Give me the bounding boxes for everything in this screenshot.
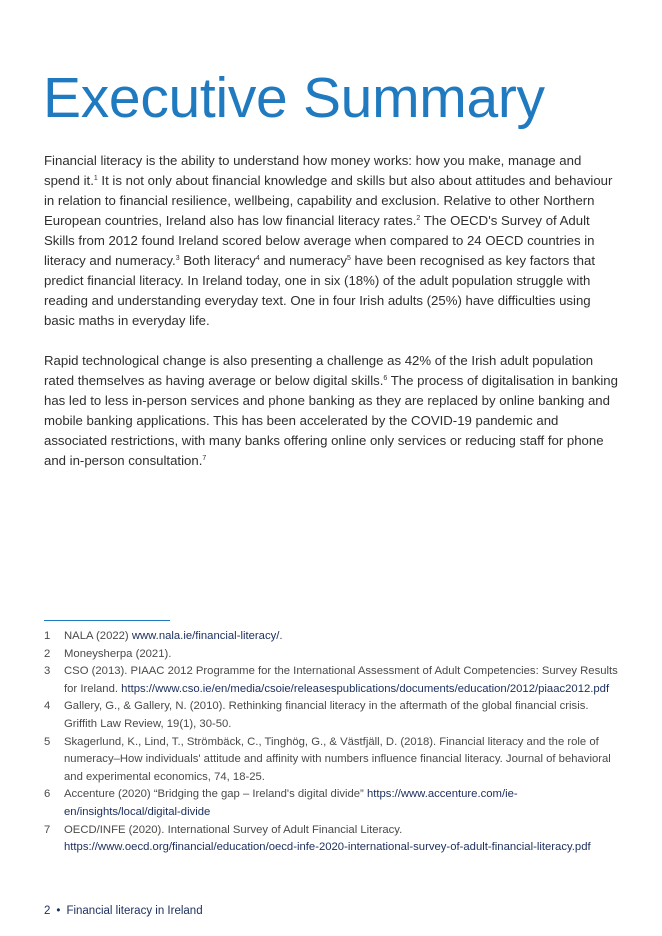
footnote-number: 6 xyxy=(44,788,51,801)
sentence: have been recognised as key factors that predict financial literacy. In Ireland today, one in six (18%) of the adult population struggle with reading and understanding everyday text. One in four Irish adults (25%) have difficulties using basic maths in everyday life. xyxy=(44,253,595,328)
page-number: 2 xyxy=(44,905,51,917)
footnote-text: Accenture (2020) “Bridging the gap – Ireland's digital divide” https://www.accenture.com/ie-en/insights/local/digital-divide xyxy=(64,788,518,818)
footnotes-list xyxy=(44,628,624,857)
footnote-link[interactable]: www.nala.ie/financial-literacy/ xyxy=(131,630,280,642)
footnote-number: 5 xyxy=(44,735,51,748)
footnote-ref[interactable]: 2 xyxy=(416,215,421,222)
footnote-ref[interactable]: 6 xyxy=(383,375,388,382)
footnote-ref[interactable]: 1 xyxy=(93,175,98,182)
footnote xyxy=(44,786,624,821)
footnote-text: Moneysherpa (2021). xyxy=(64,647,172,660)
footnote-number: 7 xyxy=(44,823,51,836)
digital-paragraph xyxy=(44,351,618,471)
footnote xyxy=(44,646,624,664)
page-footer xyxy=(44,905,203,917)
footnote-text: OECD/INFE (2020). International Survey of Adult Financial Literacy. https://www.oecd.org/financial/education/oecd-infe-2020-international-survey-of-adult-financial-literacy.pdf xyxy=(64,823,591,854)
footnote-number: 4 xyxy=(44,700,51,713)
footnote-link[interactable]: https://www.oecd.org/financial/education/oecd-infe-2020-international-survey-of-adult-financial-literacy.pdf xyxy=(64,841,591,854)
sentence: It is not only about financial knowledge and skills but also about attitudes and behaviour in relation to financial resilience, wellbeing, capability and exclusion. Relative to other Northern European countries, Ireland also has low financial literacy rates. xyxy=(44,173,613,228)
page-title: Executive Summary xyxy=(43,66,545,130)
footnote-number: 2 xyxy=(44,647,51,660)
sentence: The OECD's Survey of Adult Skills from 2012 found Ireland scored below average when compared to 24 OECD countries in literacy and numeracy. xyxy=(44,213,595,268)
footnote-text: NALA (2022) www.nala.ie/financial-literacy/. xyxy=(64,630,283,642)
footnote xyxy=(44,628,624,646)
sentence: Rapid technological change is also presenting a challenge as 42% of the Irish adult population rated themselves as having average or below digital skills. xyxy=(44,353,594,388)
footnote-ref[interactable]: 5 xyxy=(346,255,351,262)
footnote-text: Skagerlund, K., Lind, T., Strömbäck, C., Tinghög, G., & Västfjäll, D. (2018). Financial literacy and the role of numeracy–How individuals' attitude and affinity with numbers influence financial literacy. Journal of behavioral and experimental economics, 74, 18-25. xyxy=(64,735,611,783)
intro-paragraph xyxy=(44,151,618,331)
sentence: and numeracy xyxy=(259,253,347,268)
footer-separator: • xyxy=(56,905,61,917)
footnote-number: 3 xyxy=(44,665,51,678)
footnote-ref[interactable]: 7 xyxy=(202,455,207,462)
sentence: The process of digitalisation in banking has led to less in-person services and phone banking as they are replaced by online banking and mobile banking applications. This has been accelerated by the COVID-19 pandemic and associated restrictions, with many banks offering online only services or reducing staff for phone and in-person consultation. xyxy=(44,373,618,468)
footnote-text: Gallery, G., & Gallery, N. (2010). Rethinking financial literacy in the aftermath of the global financial crisis. Griffith Law Review, 19(1), 30-50. xyxy=(64,700,589,730)
footnote xyxy=(44,663,624,698)
footnote-number: 1 xyxy=(44,630,51,642)
footnote-link[interactable]: https://www.accenture.com/ie-en/insights/local/digital-divide xyxy=(64,788,518,818)
footnote xyxy=(44,822,624,857)
sentence: Financial literacy is the ability to understand how money works: how you make, manage and spend it. xyxy=(44,153,582,188)
sentence: Both literacy xyxy=(179,253,256,268)
footnote xyxy=(44,698,624,733)
footnote-divider xyxy=(44,620,170,621)
footnote-ref[interactable]: 3 xyxy=(175,255,180,262)
footnote-ref[interactable]: 4 xyxy=(255,255,260,262)
document-title: Financial literacy in Ireland xyxy=(66,905,203,917)
footnote-link[interactable]: https://www.cso.ie/en/media/csoie/releasespublications/documents/education/2012/piaac2012.pdf xyxy=(121,682,610,695)
footnote-text: CSO (2013). PIAAC 2012 Programme for the International Assessment of Adult Competencies: Survey Results for Ireland. https://www.cso.ie/en/media/csoie/releasespublications/documents/education/2012/piaac2012.pdf xyxy=(64,665,618,695)
footnote xyxy=(44,734,624,787)
